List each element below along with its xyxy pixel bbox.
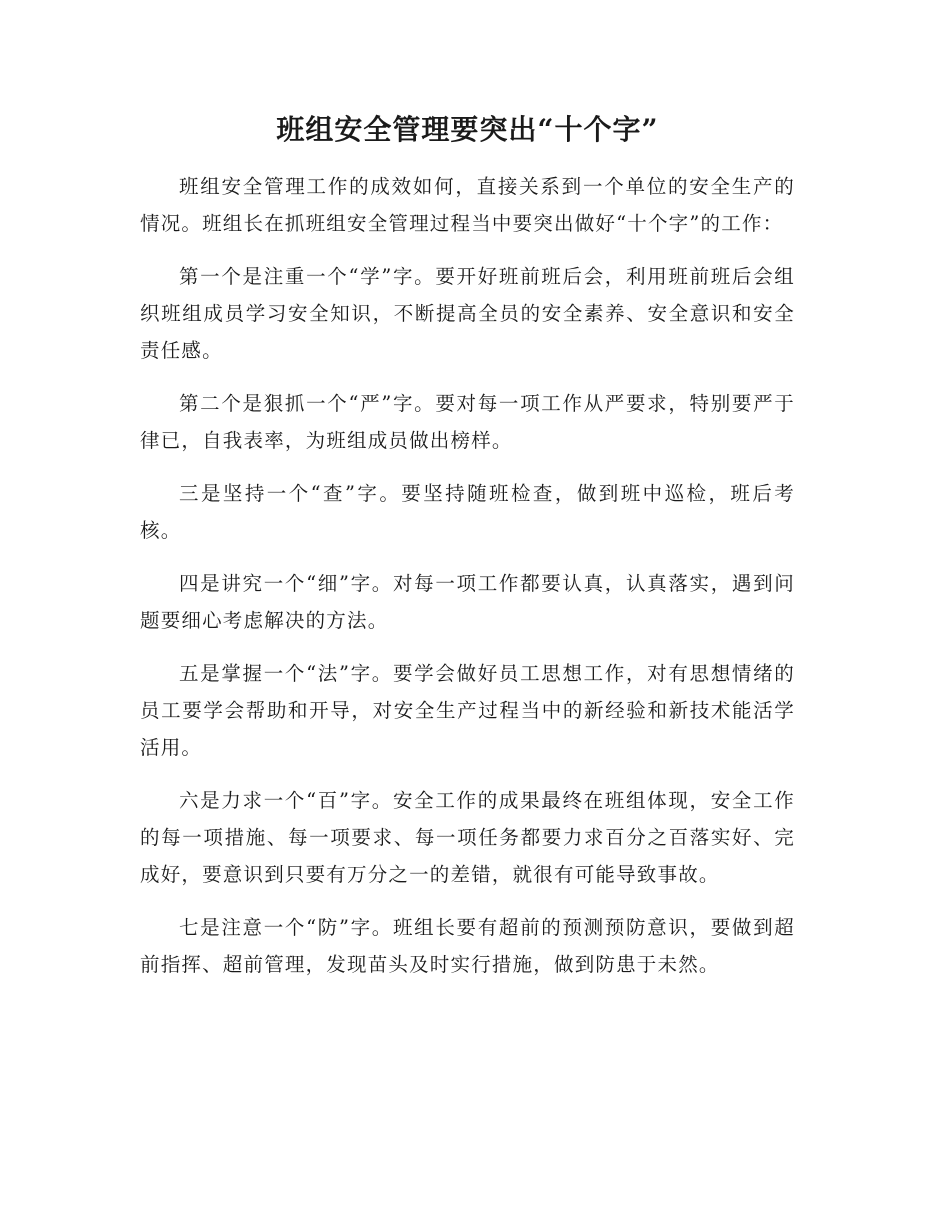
paragraph-yan: 第二个是狠抓一个“严”字。要对每一项工作从严要求，特别要严于律已，自我表率，为班组成员做出榜样。 [140,392,795,452]
paragraph-fa: 五是掌握一个“法”字。要学会做好员工思想工作，对有思想情绪的员工要学会帮助和开导，对安全生产过程当中的新经验和新技术能活学活用。 [140,662,795,759]
paragraph-cha: 三是坚持一个“查”字。要坚持随班检查，做到班中巡检，班后考核。 [140,482,795,542]
document-title: 班组安全管理要突出“十个字” [276,113,659,146]
document-page [140,108,795,999]
paragraph-fang: 七是注意一个“防”字。班组长要有超前的预测预防意识，要做到超前指挥、超前管理，发现苗头及时实行措施，做到防患于未然。 [140,916,795,976]
paragraph-xi: 四是讲究一个“细”字。对每一项工作都要认真，认真落实，遇到问题要细心考虑解决的方法。 [140,572,795,632]
paragraph-bai: 六是力求一个“百”字。安全工作的成果最终在班组体现，安全工作的每一项措施、每一项要求、每一项任务都要力求百分之百落实好、完成好，要意识到只要有万分之一的差错，就很有可能导致事故。 [140,789,795,886]
paragraph-intro: 班组安全管理工作的成效如何，直接关系到一个单位的安全生产的情况。班组长在抓班组安全管理过程当中要突出做好“十个字”的工作： [140,175,795,235]
paragraph-xue: 第一个是注重一个“学”字。要开好班前班后会，利用班前班后会组织班组成员学习安全知识，不断提高全员的安全素养、安全意识和安全责任感。 [140,265,795,362]
